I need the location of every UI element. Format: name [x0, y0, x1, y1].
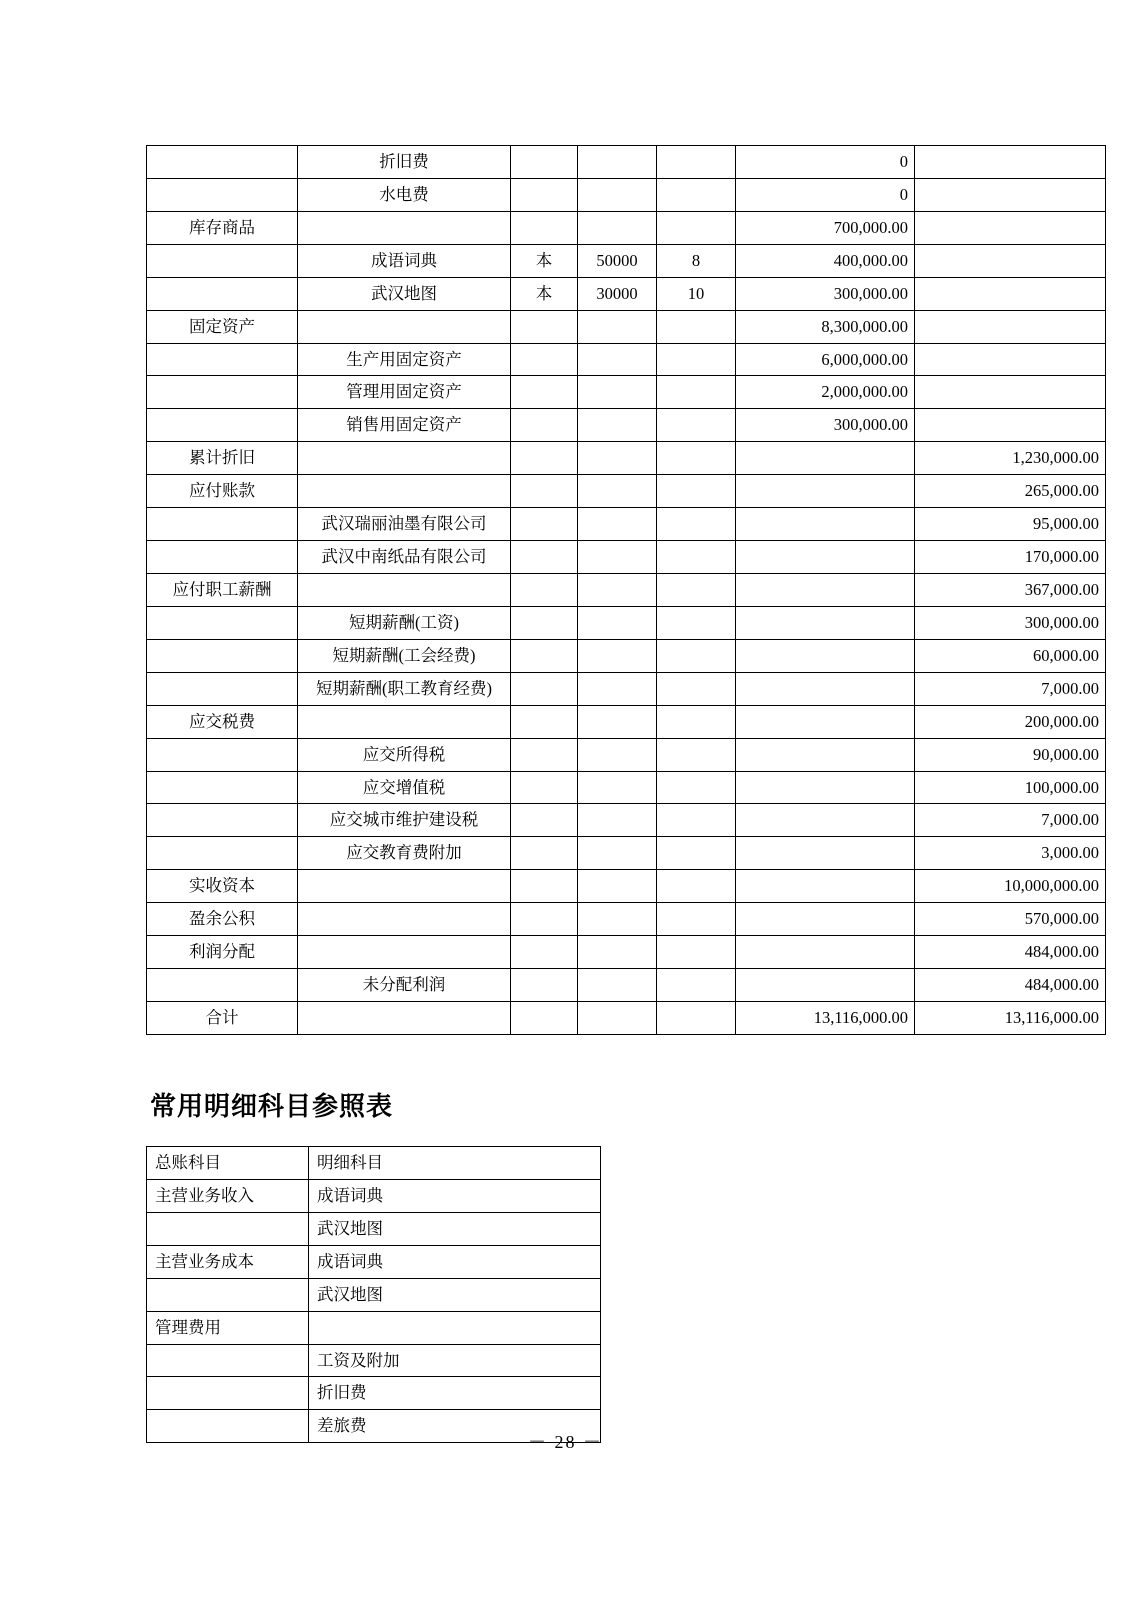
cell-quantity: [578, 903, 657, 936]
cell-detail-account: 武汉地图: [309, 1212, 601, 1245]
cell-unit: [511, 606, 578, 639]
table-row: [147, 244, 1106, 277]
cell-unit-price: 8: [657, 244, 736, 277]
cell-credit-amount: 7,000.00: [915, 804, 1106, 837]
cell-general-account: 应付账款: [147, 475, 298, 508]
cell-credit-amount: 570,000.00: [915, 903, 1106, 936]
cell-quantity: [578, 442, 657, 475]
cell-unit-price: [657, 606, 736, 639]
cell-general-account: 利润分配: [147, 936, 298, 969]
reference-table-title: 常用明细科目参照表: [150, 1091, 394, 1121]
cell-unit-price: 10: [657, 277, 736, 310]
cell-credit-amount: [915, 409, 1106, 442]
list-item: [147, 1245, 601, 1278]
cell-detail-account: 短期薪酬(工会经费): [298, 639, 511, 672]
cell-detail-account: 生产用固定资产: [298, 343, 511, 376]
cell-unit-price: [657, 310, 736, 343]
table-row: [147, 804, 1106, 837]
cell-debit-amount: [736, 969, 915, 1002]
cell-general-account: 库存商品: [147, 211, 298, 244]
cell-quantity: [578, 804, 657, 837]
table-row: [147, 771, 1106, 804]
list-item: [147, 1147, 601, 1180]
cell-credit-amount: [915, 310, 1106, 343]
cell-general-account: [147, 639, 298, 672]
cell-debit-amount: 2,000,000.00: [736, 376, 915, 409]
cell-detail-account: [309, 1311, 601, 1344]
cell-credit-amount: 200,000.00: [915, 705, 1106, 738]
cell-debit-amount: 300,000.00: [736, 277, 915, 310]
table-row: [147, 969, 1106, 1002]
cell-credit-amount: 10,000,000.00: [915, 870, 1106, 903]
cell-unit-price: [657, 639, 736, 672]
cell-unit: [511, 211, 578, 244]
cell-credit-amount: [915, 376, 1106, 409]
table-row: [147, 409, 1106, 442]
cell-credit-amount: 95,000.00: [915, 508, 1106, 541]
cell-unit-price: [657, 409, 736, 442]
cell-detail-account: 差旅费: [309, 1410, 601, 1443]
table-row: [147, 936, 1106, 969]
cell-detail-account: [298, 705, 511, 738]
cell-general-account: [147, 178, 298, 211]
cell-unit: [511, 870, 578, 903]
cell-unit-price: [657, 903, 736, 936]
table-row: [147, 541, 1106, 574]
cell-detail-account: 应交所得税: [298, 738, 511, 771]
cell-detail-account: [298, 870, 511, 903]
table-row: [147, 343, 1106, 376]
cell-credit-amount: 60,000.00: [915, 639, 1106, 672]
cell-unit: [511, 343, 578, 376]
cell-debit-amount: [736, 870, 915, 903]
cell-quantity: [578, 705, 657, 738]
table-row: [147, 606, 1106, 639]
cell-unit: [511, 672, 578, 705]
cell-general-account: 实收资本: [147, 870, 298, 903]
table-row: [147, 639, 1106, 672]
table-row: [147, 705, 1106, 738]
cell-detail-account: 武汉地图: [309, 1278, 601, 1311]
cell-unit-price: [657, 771, 736, 804]
cell-unit: [511, 409, 578, 442]
cell-unit-price: [657, 936, 736, 969]
cell-unit-price: [657, 738, 736, 771]
cell-credit-amount: 170,000.00: [915, 541, 1106, 574]
cell-debit-amount: 300,000.00: [736, 409, 915, 442]
cell-unit: [511, 475, 578, 508]
cell-unit: [511, 936, 578, 969]
cell-debit-amount: [736, 508, 915, 541]
account-balance-table-body: [147, 146, 1106, 1035]
cell-general-account: 合计: [147, 1001, 298, 1034]
cell-unit-price: [657, 541, 736, 574]
table-row: [147, 310, 1106, 343]
cell-detail-account: 成语词典: [309, 1179, 601, 1212]
cell-unit-price: [657, 146, 736, 179]
cell-quantity: [578, 936, 657, 969]
reference-table: [146, 1146, 601, 1443]
cell-unit: [511, 903, 578, 936]
cell-detail-account: [298, 1001, 511, 1034]
cell-unit: [511, 771, 578, 804]
cell-detail-account: 武汉中南纸品有限公司: [298, 541, 511, 574]
cell-general-account: [147, 837, 298, 870]
cell-quantity: [578, 343, 657, 376]
cell-general-account: 应交税费: [147, 705, 298, 738]
cell-quantity: [578, 771, 657, 804]
cell-detail-account: [298, 573, 511, 606]
cell-quantity: [578, 1001, 657, 1034]
cell-debit-amount: [736, 903, 915, 936]
table-row: [147, 211, 1106, 244]
cell-general-account: [147, 541, 298, 574]
cell-unit-price: [657, 475, 736, 508]
cell-detail-account: [298, 475, 511, 508]
cell-detail-account: 销售用固定资产: [298, 409, 511, 442]
table-row: [147, 738, 1106, 771]
cell-quantity: [578, 573, 657, 606]
cell-debit-amount: [736, 573, 915, 606]
cell-detail-account: 折旧费: [298, 146, 511, 179]
cell-quantity: [578, 310, 657, 343]
cell-general-account: [147, 146, 298, 179]
account-balance-table: [146, 145, 1106, 1035]
list-item: [147, 1212, 601, 1245]
list-item: [147, 1344, 601, 1377]
cell-unit: [511, 541, 578, 574]
cell-general-account: 盈余公积: [147, 903, 298, 936]
cell-debit-amount: [736, 705, 915, 738]
cell-debit-amount: [736, 804, 915, 837]
cell-debit-amount: 8,300,000.00: [736, 310, 915, 343]
cell-debit-amount: [736, 541, 915, 574]
cell-credit-amount: 300,000.00: [915, 606, 1106, 639]
cell-unit: [511, 442, 578, 475]
cell-general-account: [147, 672, 298, 705]
cell-credit-amount: 367,000.00: [915, 573, 1106, 606]
cell-quantity: [578, 211, 657, 244]
cell-unit: [511, 837, 578, 870]
cell-credit-amount: [915, 211, 1106, 244]
page-number: － 28 －: [528, 1432, 603, 1452]
cell-credit-amount: [915, 277, 1106, 310]
cell-credit-amount: [915, 146, 1106, 179]
cell-unit-price: [657, 178, 736, 211]
cell-credit-amount: 484,000.00: [915, 936, 1106, 969]
cell-detail-account: 管理用固定资产: [298, 376, 511, 409]
cell-unit: [511, 573, 578, 606]
cell-unit: [511, 705, 578, 738]
cell-debit-amount: [736, 442, 915, 475]
cell-debit-amount: [736, 639, 915, 672]
cell-detail-account: [298, 310, 511, 343]
cell-unit: [511, 804, 578, 837]
cell-general-account: [147, 1344, 309, 1377]
cell-unit: [511, 310, 578, 343]
cell-general-account: [147, 343, 298, 376]
cell-unit-price: [657, 508, 736, 541]
reference-table-container: [146, 1146, 566, 1443]
cell-detail-account: 明细科目: [309, 1147, 601, 1180]
table-row: [147, 475, 1106, 508]
cell-credit-amount: [915, 244, 1106, 277]
cell-unit-price: [657, 1001, 736, 1034]
cell-debit-amount: [736, 672, 915, 705]
cell-quantity: [578, 738, 657, 771]
cell-general-account: 固定资产: [147, 310, 298, 343]
list-item: [147, 1377, 601, 1410]
table-row: [147, 870, 1106, 903]
cell-detail-account: 成语词典: [309, 1245, 601, 1278]
cell-credit-amount: 90,000.00: [915, 738, 1106, 771]
cell-quantity: [578, 870, 657, 903]
cell-detail-account: 水电费: [298, 178, 511, 211]
table-row: [147, 376, 1106, 409]
cell-credit-amount: 265,000.00: [915, 475, 1106, 508]
cell-quantity: [578, 837, 657, 870]
cell-general-account: 应付职工薪酬: [147, 573, 298, 606]
cell-unit: 本: [511, 277, 578, 310]
table-row: [147, 672, 1106, 705]
table-row: [147, 573, 1106, 606]
cell-quantity: [578, 508, 657, 541]
cell-general-account: [147, 508, 298, 541]
cell-debit-amount: 700,000.00: [736, 211, 915, 244]
cell-quantity: [578, 475, 657, 508]
cell-debit-amount: [736, 837, 915, 870]
cell-debit-amount: [736, 738, 915, 771]
cell-general-account: [147, 409, 298, 442]
cell-unit: [511, 969, 578, 1002]
cell-general-account: 总账科目: [147, 1147, 309, 1180]
cell-debit-amount: [736, 475, 915, 508]
cell-credit-amount: [915, 178, 1106, 211]
reference-table-body: [147, 1147, 601, 1443]
cell-detail-account: 工资及附加: [309, 1344, 601, 1377]
cell-debit-amount: 13,116,000.00: [736, 1001, 915, 1034]
table-row: [147, 508, 1106, 541]
cell-quantity: 50000: [578, 244, 657, 277]
table-row: [147, 903, 1106, 936]
cell-credit-amount: 484,000.00: [915, 969, 1106, 1002]
cell-general-account: [147, 606, 298, 639]
cell-unit: [511, 1001, 578, 1034]
cell-debit-amount: [736, 771, 915, 804]
cell-quantity: [578, 146, 657, 179]
cell-detail-account: [298, 211, 511, 244]
cell-unit-price: [657, 211, 736, 244]
cell-unit-price: [657, 837, 736, 870]
cell-detail-account: [298, 936, 511, 969]
cell-credit-amount: 7,000.00: [915, 672, 1106, 705]
cell-unit-price: [657, 672, 736, 705]
cell-unit-price: [657, 573, 736, 606]
cell-detail-account: 短期薪酬(工资): [298, 606, 511, 639]
cell-debit-amount: 0: [736, 146, 915, 179]
cell-unit: [511, 376, 578, 409]
cell-unit: [511, 146, 578, 179]
cell-quantity: 30000: [578, 277, 657, 310]
cell-general-account: [147, 1278, 309, 1311]
cell-general-account: [147, 244, 298, 277]
cell-detail-account: 未分配利润: [298, 969, 511, 1002]
list-item: [147, 1278, 601, 1311]
cell-quantity: [578, 376, 657, 409]
cell-general-account: 主营业务成本: [147, 1245, 309, 1278]
cell-quantity: [578, 178, 657, 211]
cell-credit-amount: 13,116,000.00: [915, 1001, 1106, 1034]
cell-debit-amount: [736, 606, 915, 639]
cell-general-account: [147, 804, 298, 837]
cell-detail-account: 应交城市维护建设税: [298, 804, 511, 837]
cell-general-account: [147, 738, 298, 771]
cell-unit-price: [657, 442, 736, 475]
cell-general-account: [147, 969, 298, 1002]
cell-debit-amount: [736, 936, 915, 969]
cell-quantity: [578, 639, 657, 672]
cell-detail-account: 应交增值税: [298, 771, 511, 804]
cell-detail-account: 应交教育费附加: [298, 837, 511, 870]
cell-quantity: [578, 606, 657, 639]
cell-credit-amount: 100,000.00: [915, 771, 1106, 804]
cell-unit: [511, 178, 578, 211]
account-balance-table-container: [146, 145, 1099, 1035]
table-row: [147, 442, 1106, 475]
cell-detail-account: 武汉地图: [298, 277, 511, 310]
list-item: [147, 1179, 601, 1212]
cell-credit-amount: [915, 343, 1106, 376]
cell-detail-account: [298, 442, 511, 475]
cell-detail-account: 武汉瑞丽油墨有限公司: [298, 508, 511, 541]
cell-general-account: [147, 1377, 309, 1410]
table-row: [147, 1001, 1106, 1034]
cell-debit-amount: 400,000.00: [736, 244, 915, 277]
cell-general-account: 主营业务收入: [147, 1179, 309, 1212]
cell-unit-price: [657, 376, 736, 409]
cell-credit-amount: 3,000.00: [915, 837, 1106, 870]
cell-quantity: [578, 409, 657, 442]
cell-unit-price: [657, 870, 736, 903]
cell-quantity: [578, 969, 657, 1002]
table-row: [147, 837, 1106, 870]
cell-unit: 本: [511, 244, 578, 277]
cell-general-account: 累计折旧: [147, 442, 298, 475]
table-row: [147, 277, 1106, 310]
cell-quantity: [578, 541, 657, 574]
cell-detail-account: 成语词典: [298, 244, 511, 277]
cell-unit: [511, 508, 578, 541]
cell-general-account: [147, 277, 298, 310]
cell-general-account: [147, 771, 298, 804]
cell-debit-amount: 6,000,000.00: [736, 343, 915, 376]
cell-unit: [511, 738, 578, 771]
cell-unit: [511, 639, 578, 672]
cell-detail-account: [298, 903, 511, 936]
cell-unit-price: [657, 969, 736, 1002]
cell-debit-amount: 0: [736, 178, 915, 211]
cell-general-account: [147, 376, 298, 409]
cell-quantity: [578, 672, 657, 705]
table-row: [147, 146, 1106, 179]
cell-general-account: 管理费用: [147, 1311, 309, 1344]
table-row: [147, 178, 1106, 211]
list-item: [147, 1311, 601, 1344]
cell-unit-price: [657, 804, 736, 837]
cell-detail-account: 折旧费: [309, 1377, 601, 1410]
cell-detail-account: 短期薪酬(职工教育经费): [298, 672, 511, 705]
cell-general-account: [147, 1212, 309, 1245]
cell-unit-price: [657, 343, 736, 376]
cell-credit-amount: 1,230,000.00: [915, 442, 1106, 475]
cell-unit-price: [657, 705, 736, 738]
